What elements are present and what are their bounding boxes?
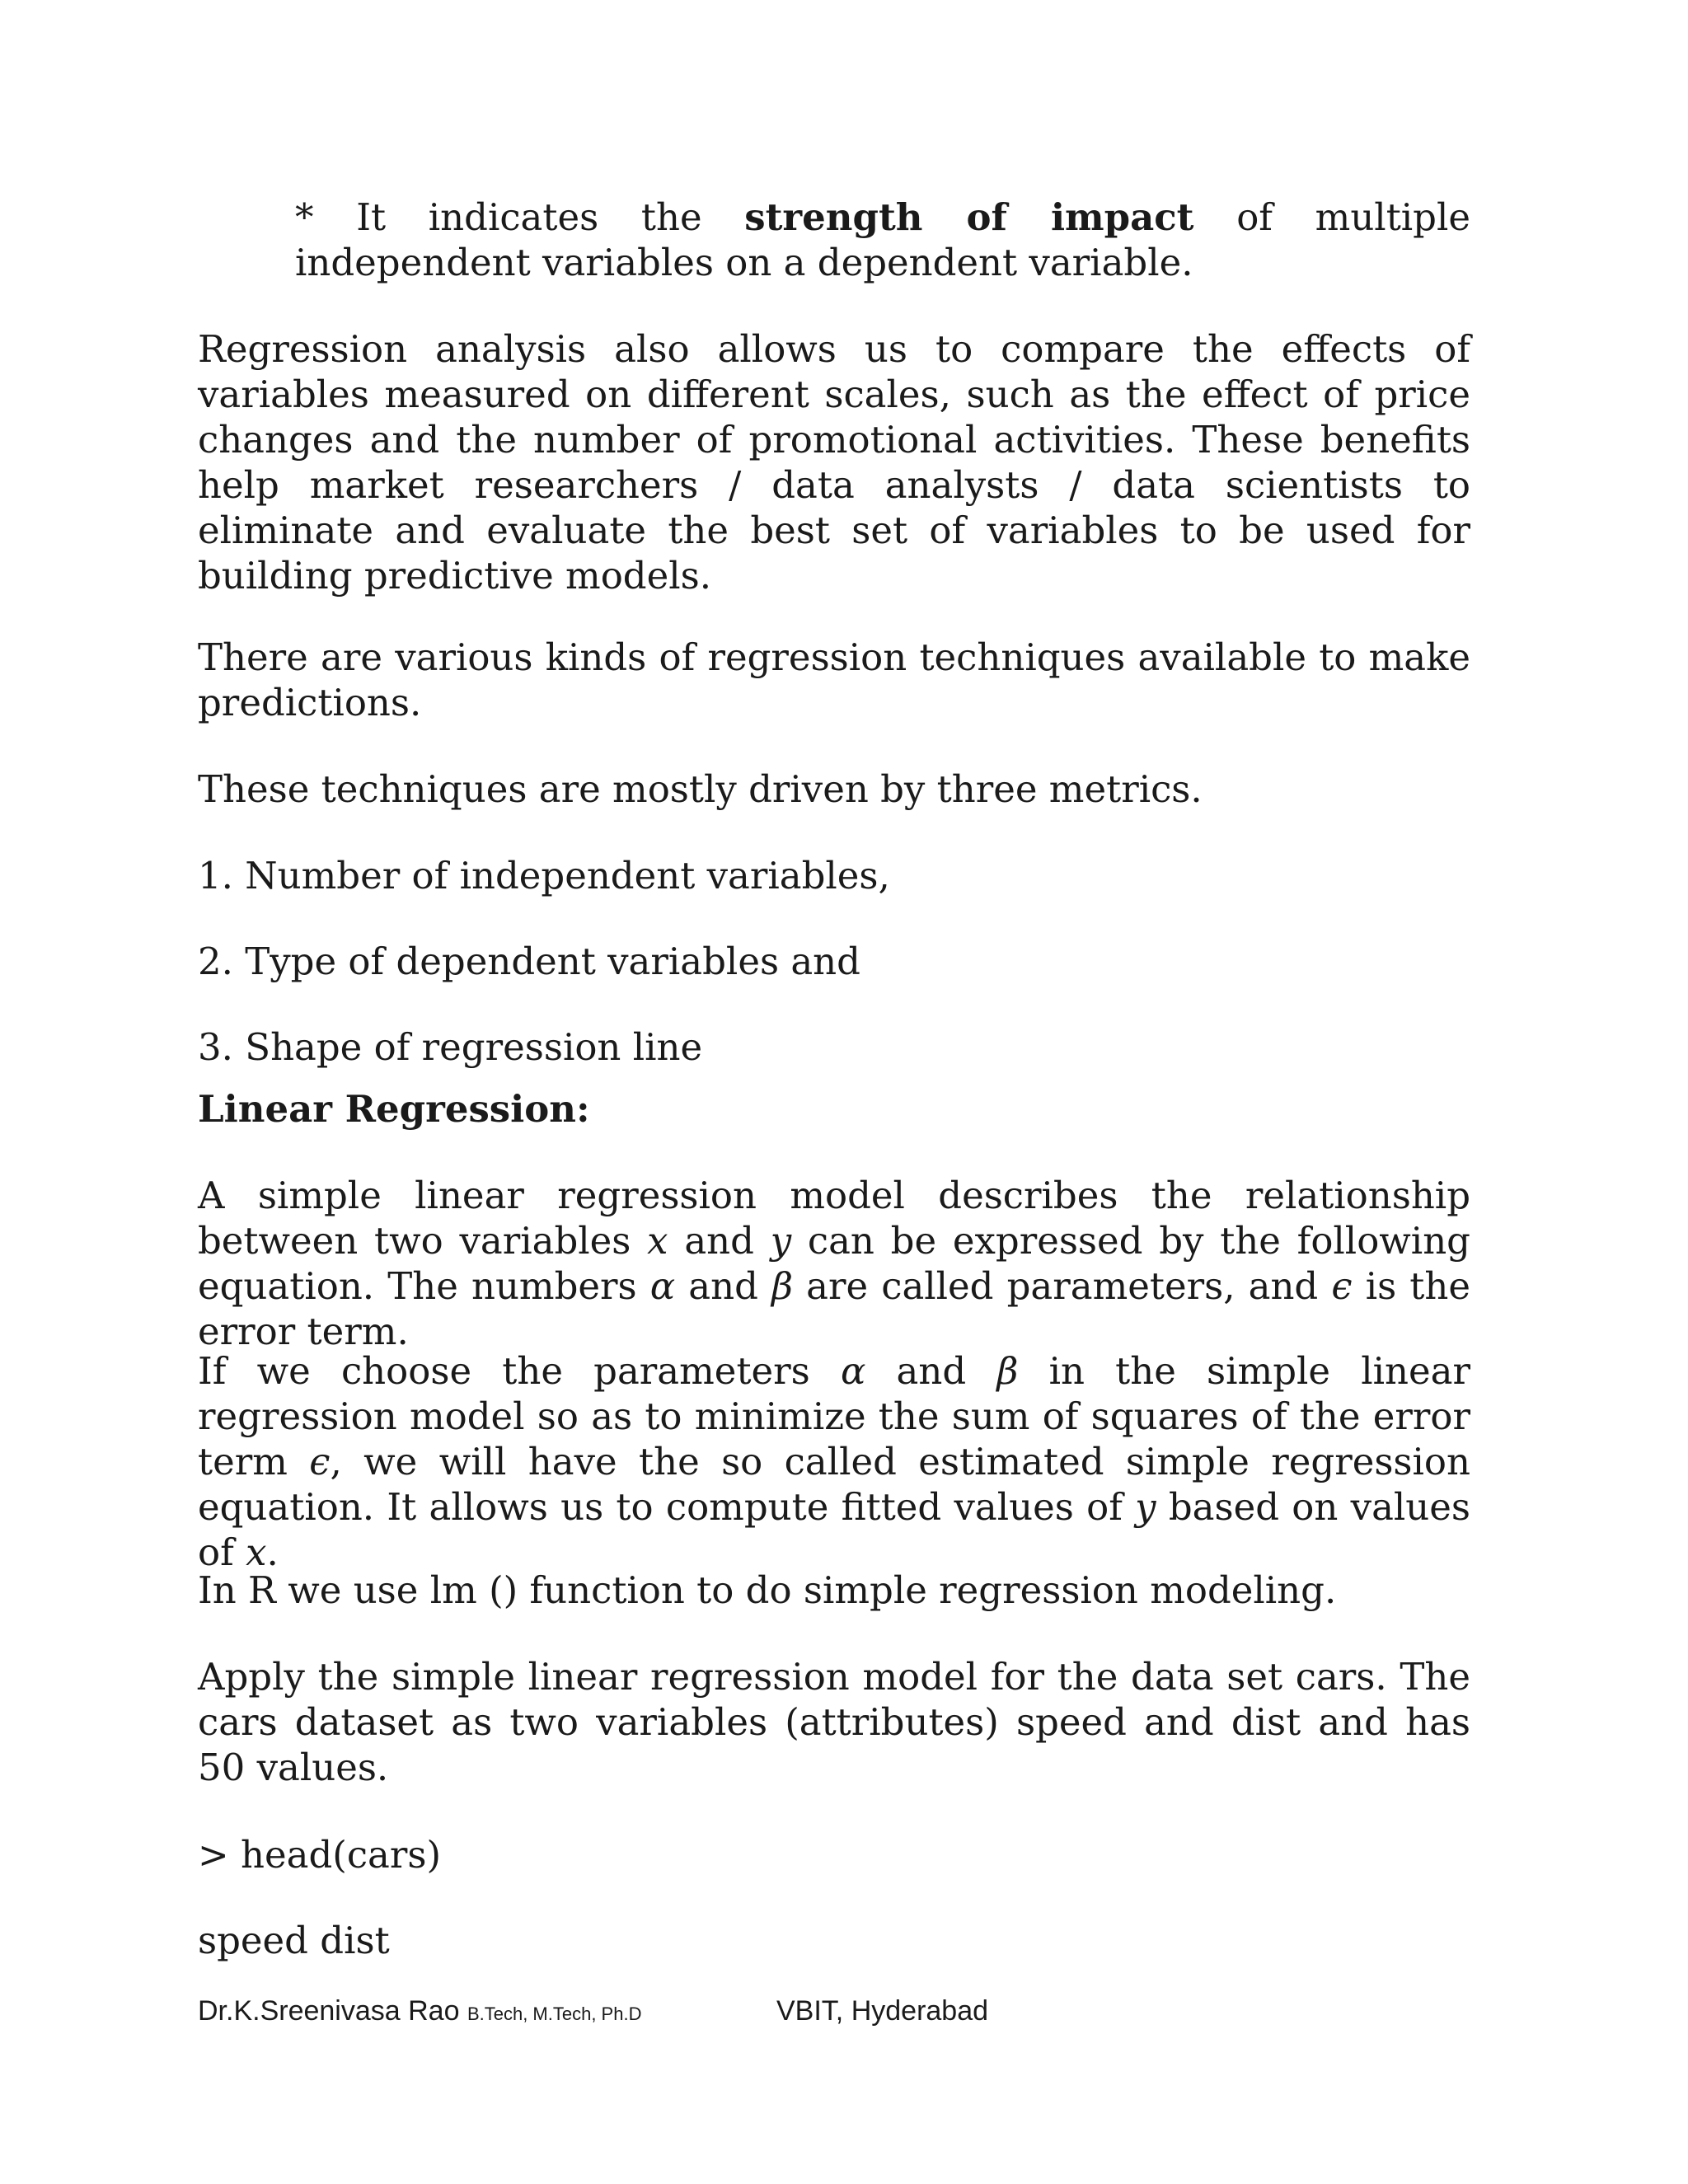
math-beta: β [771,1264,794,1308]
bullet-bold-phrase: strength of impact [744,195,1194,239]
math-y: y [770,1219,792,1263]
paragraph-three-metrics: These techniques are mostly driven by three metrics. [198,767,1203,811]
paragraph-simple-linear-model [198,1173,1470,1354]
bullet-text-start: * It indicates the [295,195,745,239]
text-run: are called parameters, and [793,1264,1332,1308]
footer-author [198,1993,641,2032]
math-alpha: α [840,1349,866,1393]
footer-institute: VBIT, Hyderabad [776,1995,989,2027]
paragraph-regression-kinds: There are various kinds of regression techniques available to make predictions. [198,635,1470,724]
text-run: and [865,1349,997,1393]
text-run: in the simple linear regression model so as to minimize the sum of squares of the error term [198,1349,1470,1483]
paragraph-apply-cars: Apply the simple linear regression model for the data set cars. The cars dataset as two variables (attributes) speed and dist and has 50 values. [198,1655,1470,1789]
metric-item-3: 3. Shape of regression line [198,1025,703,1069]
text-run: and [668,1219,771,1263]
text-run: can be expressed by the following equation. The numbers [198,1219,1470,1308]
text-run: . [266,1530,279,1574]
math-epsilon: ϵ [1331,1264,1353,1308]
text-run: A simple linear regression model describes the relationship between two variables [198,1174,1470,1263]
code-head-cars: > head(cars) [198,1833,442,1877]
paragraph-choose-parameters [198,1348,1470,1575]
code-column-names: speed dist [198,1919,390,1962]
math-x: x [246,1530,267,1574]
math-epsilon: ϵ [309,1440,331,1483]
metric-item-2: 2. Type of dependent variables and [198,940,860,983]
paragraph-lm-function: In R we use lm () function to do simple regression modeling. [198,1568,1337,1612]
math-beta: β [996,1349,1019,1393]
bullet-strength-of-impact [295,194,1470,285]
text-run: If we choose the parameters [198,1349,841,1393]
text-run: , we will have the so called estimated simple regression equation. It allows us to compute fitted values of [198,1440,1470,1529]
metric-item-1: 1. Number of independent variables, [198,854,890,898]
text-run: is the error term. [198,1264,1470,1353]
bullet-text-end: of multiple independent variables on a dependent variable. [295,195,1470,284]
math-x: x [647,1219,668,1263]
footer-author-degrees: B.Tech, M.Tech, Ph.D [467,2004,642,2024]
section-heading-linear-regression: Linear Regression: [198,1087,590,1131]
math-alpha: α [649,1264,676,1308]
text-run: based on values of [198,1485,1470,1574]
footer-author-name: Dr.K.Sreenivasa Rao [198,1995,467,2027]
text-run: and [675,1264,772,1308]
math-y: y [1135,1485,1156,1529]
paragraph-compare-scales: Regression analysis also allows us to compare the effects of variables measured on different scales, such as the effect of price changes and the number of promotional activities. These benefits help market researchers / data analysts / data scientists to eliminate and evaluate the best set of variables to be used for building predictive models. [198,327,1470,598]
